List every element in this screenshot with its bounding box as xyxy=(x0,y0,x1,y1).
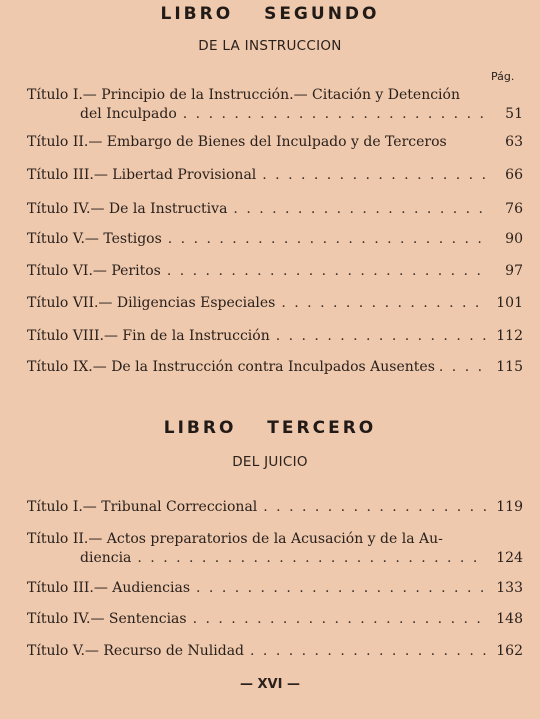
toc-entry xyxy=(27,530,523,568)
toc-entry-page: 76 xyxy=(505,201,523,217)
toc-entry-text: Título II.— Actos preparatorios de la Acusación y de la Au- xyxy=(27,531,443,547)
toc-entry xyxy=(27,327,523,346)
toc-entry xyxy=(27,358,523,377)
leader-dots xyxy=(263,498,487,517)
book3-title: LIBRO TERCERO xyxy=(163,418,377,438)
toc-entry-page: 97 xyxy=(505,263,523,279)
leader-dots xyxy=(439,358,489,377)
toc-entry-text: Título II.— Embargo de Bienes del Inculpado y de Terceros xyxy=(27,134,447,150)
toc-entry-text: Título I.— Principio de la Instrucción.— Citación y Detención xyxy=(27,87,460,103)
toc-entry-text: Título III.— Audiencias xyxy=(27,580,191,596)
leader-dots xyxy=(168,230,487,249)
toc-entry-text: Título I.— Tribunal Correccional xyxy=(27,499,258,515)
toc-entry-text: Título III.— Libertad Provisional xyxy=(27,167,257,183)
toc-entry xyxy=(27,610,523,629)
toc-entry xyxy=(27,262,523,281)
book3-subtitle: DEL JUICIO xyxy=(232,454,308,470)
page-column-header: Pág. xyxy=(491,70,515,83)
toc-entry xyxy=(27,498,523,517)
toc-entry xyxy=(27,86,523,124)
toc-entry-text-cont: diencia xyxy=(80,550,132,566)
leader-dots xyxy=(262,166,487,185)
toc-entry xyxy=(27,642,523,661)
leader-dots xyxy=(196,579,487,598)
page-number-footer: — XVI — xyxy=(240,677,300,692)
leader-dots xyxy=(167,262,487,281)
toc-entry-page: 51 xyxy=(505,106,523,122)
toc-entry-page: 66 xyxy=(505,167,523,183)
toc-entry xyxy=(27,166,523,185)
toc-entry-text: Título V.— Testigos xyxy=(27,231,162,247)
toc-entry-text: Título V.— Recurso de Nulidad xyxy=(27,643,245,659)
toc-entry-page: 63 xyxy=(505,134,523,150)
toc-entry-page: 101 xyxy=(496,295,523,311)
toc-entry-page: 162 xyxy=(496,643,523,659)
leader-dots xyxy=(250,642,487,661)
leader-dots xyxy=(183,105,487,124)
toc-entry-page: 124 xyxy=(496,550,523,566)
toc-entry-page: 133 xyxy=(496,580,523,596)
toc-entry xyxy=(27,294,523,313)
toc-entry-page: 115 xyxy=(496,359,523,375)
toc-entry-page: 148 xyxy=(496,611,523,627)
toc-entry-text: Título IX.— De la Instrucción contra Inculpados Ausentes xyxy=(27,359,435,375)
toc-entry-text: Título VII.— Diligencias Especiales xyxy=(27,295,276,311)
leader-dots xyxy=(193,610,487,629)
toc-entry-text: Título VI.— Peritos xyxy=(27,263,161,279)
toc-entry-page: 90 xyxy=(505,231,523,247)
toc-entry-page: 119 xyxy=(496,499,523,515)
toc-entry xyxy=(27,230,523,249)
book2-subtitle: DE LA INSTRUCCION xyxy=(198,38,342,54)
leader-dots xyxy=(281,294,487,313)
toc-entry-text-cont: del Inculpado xyxy=(80,106,177,122)
toc-entry-text: Título IV.— De la Instructiva xyxy=(27,201,228,217)
book2-title: LIBRO SEGUNDO xyxy=(160,4,380,24)
leader-dots xyxy=(276,327,487,346)
toc-entry-text: Título VIII.— Fin de la Instrucción xyxy=(27,328,270,344)
leader-dots xyxy=(137,549,487,568)
toc-entry xyxy=(27,133,523,152)
toc-entry xyxy=(27,579,523,598)
toc-entry-text: Título IV.— Sentencias xyxy=(27,611,187,627)
leader-dots xyxy=(233,200,487,219)
toc-entry-page: 112 xyxy=(496,328,523,344)
toc-entry xyxy=(27,200,523,219)
